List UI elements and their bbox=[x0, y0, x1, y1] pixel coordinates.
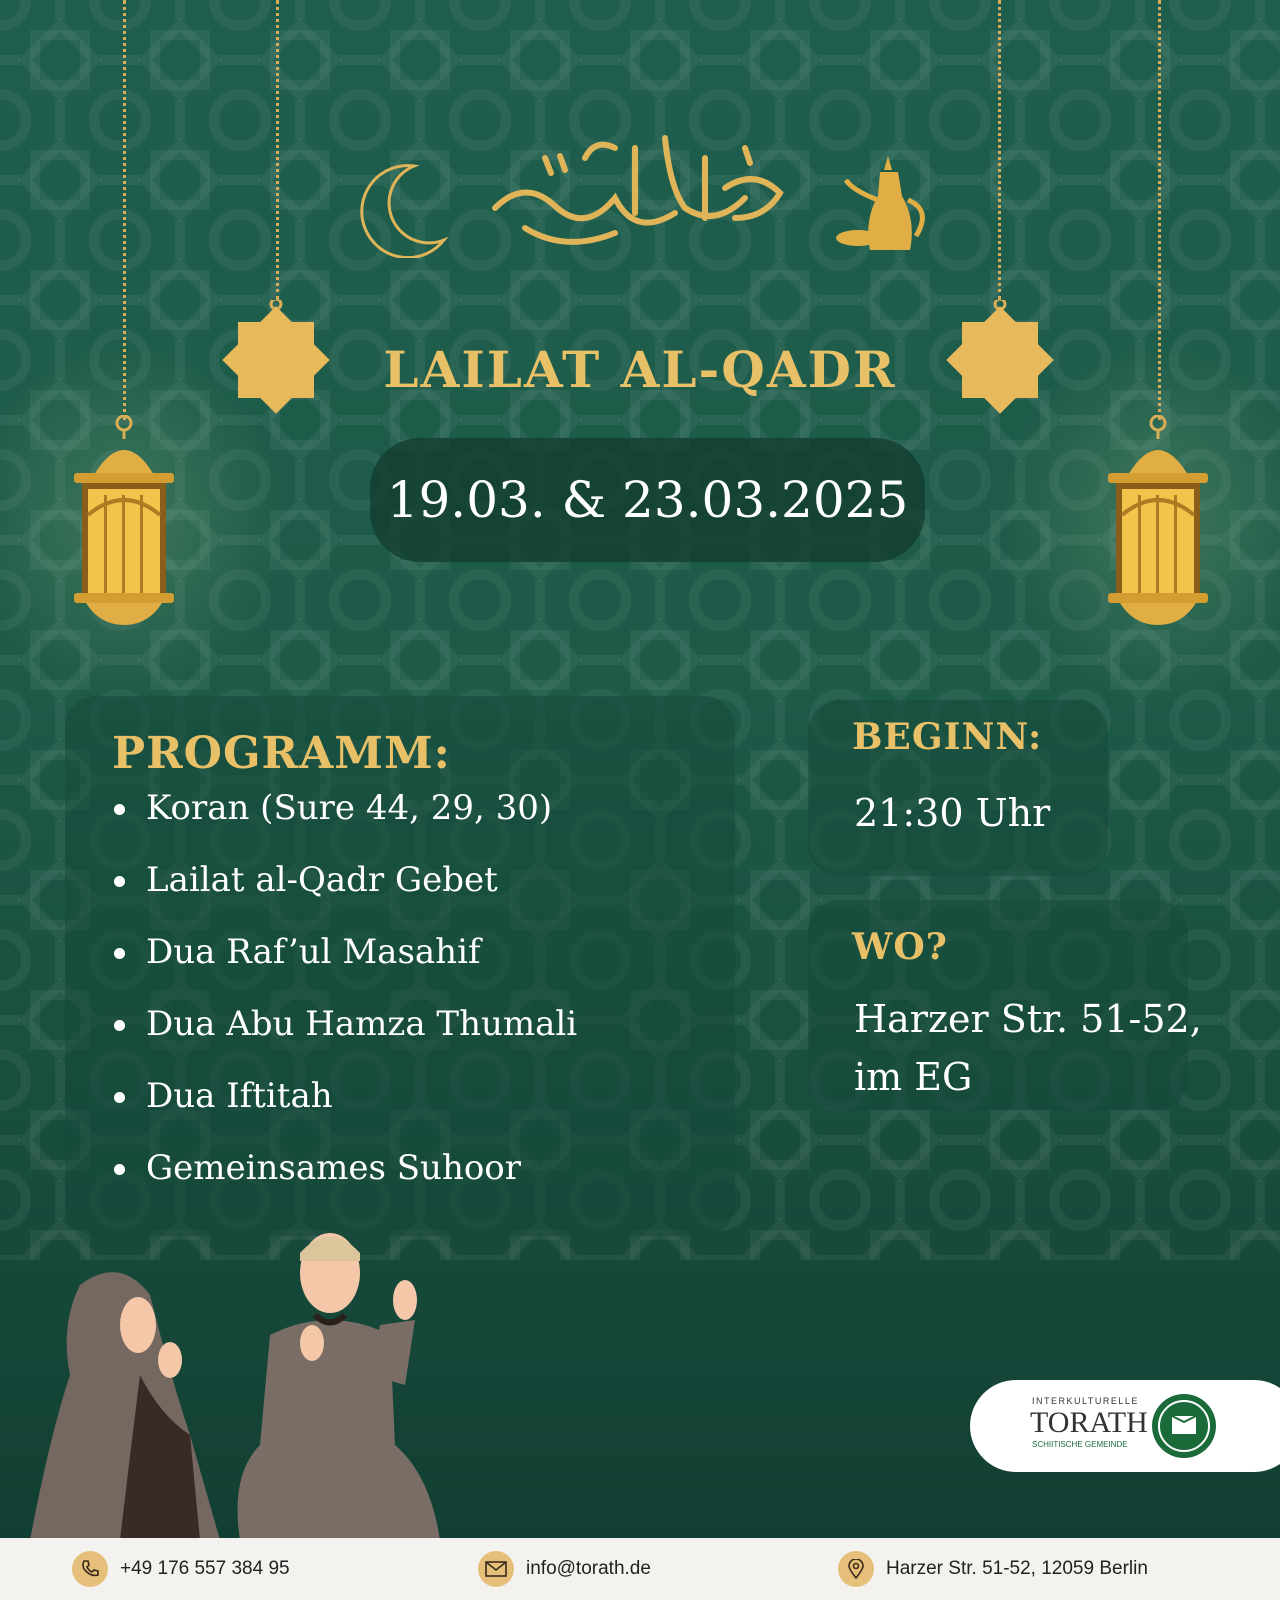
email-icon bbox=[478, 1551, 514, 1587]
program-list bbox=[110, 790, 577, 1222]
praying-man-figure bbox=[230, 1225, 450, 1538]
list-item: Dua Abu Hamza Thumali bbox=[110, 1006, 577, 1078]
logo-top-text: INTERKULTURELLE bbox=[1032, 1396, 1139, 1406]
program-heading: PROGRAMM: bbox=[112, 728, 451, 779]
footer-address bbox=[838, 1550, 1148, 1588]
location-line1: Harzer Str. 51-52, bbox=[854, 997, 1202, 1041]
logo-sub-text: SCHIITISCHE GEMEINDE bbox=[1032, 1440, 1128, 1449]
list-item: Dua Raf’ul Masahif bbox=[110, 934, 577, 1006]
lantern-right-icon bbox=[1102, 415, 1214, 635]
torath-logo-badge bbox=[970, 1380, 1280, 1472]
ramadan-kareem-calligraphy bbox=[485, 118, 795, 263]
contact-footer bbox=[0, 1538, 1280, 1600]
chain-right-star bbox=[998, 0, 1001, 300]
location-line2: im EG bbox=[854, 1055, 973, 1099]
star-right-icon bbox=[940, 300, 1060, 420]
logo-name: TORATH bbox=[1030, 1406, 1148, 1439]
footer-phone[interactable] bbox=[72, 1550, 290, 1588]
street-address: Harzer Str. 51-52, 12059 Berlin bbox=[886, 1558, 1148, 1579]
location-pin-icon bbox=[838, 1551, 874, 1587]
list-item: Koran (Sure 44, 29, 30) bbox=[110, 790, 577, 862]
event-dates: 19.03. & 23.03.2025 bbox=[370, 438, 925, 562]
praying-woman-figure bbox=[20, 1255, 220, 1538]
list-item: Lailat al-Qadr Gebet bbox=[110, 862, 577, 934]
chain-right-lantern bbox=[1158, 0, 1161, 420]
phone-number[interactable]: +49 176 557 384 95 bbox=[120, 1558, 290, 1579]
phone-icon bbox=[72, 1551, 108, 1587]
lantern-left-icon bbox=[68, 415, 180, 635]
email-address[interactable]: info@torath.de bbox=[526, 1558, 651, 1579]
chain-left-lantern bbox=[123, 0, 126, 420]
list-item: Gemeinsames Suhoor bbox=[110, 1150, 577, 1222]
location-heading: WO? bbox=[852, 926, 948, 968]
crescent-moon-icon bbox=[352, 158, 452, 258]
dallah-coffee-pot-icon bbox=[832, 150, 942, 260]
start-time: 21:30 Uhr bbox=[854, 791, 1051, 835]
footer-email[interactable] bbox=[478, 1550, 651, 1588]
page-title: LAILAT AL-QADR bbox=[383, 340, 897, 399]
star-left-icon bbox=[216, 300, 336, 420]
chain-left-star bbox=[276, 0, 279, 300]
torath-emblem-icon bbox=[1150, 1392, 1218, 1460]
list-item: Dua Iftitah bbox=[110, 1078, 577, 1150]
start-heading: BEGINN: bbox=[852, 716, 1043, 758]
